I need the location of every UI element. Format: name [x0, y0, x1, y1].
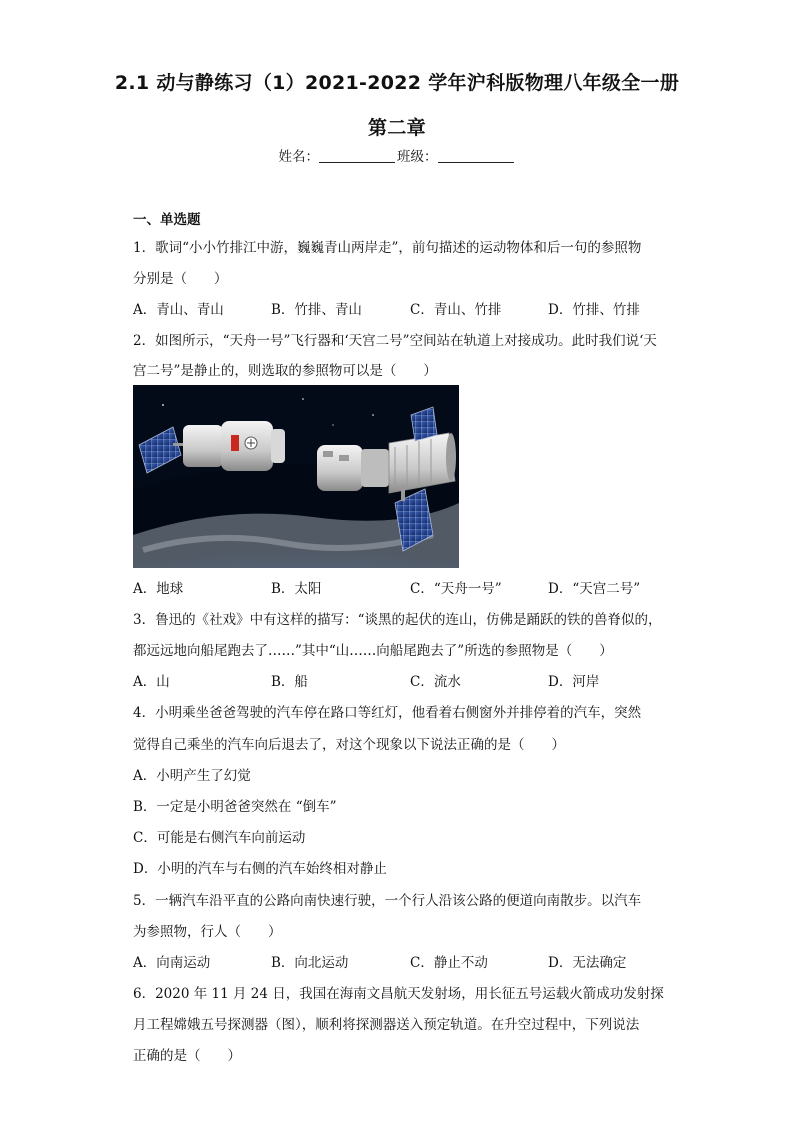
option-c[interactable]: C．静止不动: [410, 955, 488, 971]
question-4-option-c[interactable]: C．可能是右侧汽车向前运动: [133, 830, 306, 846]
student-info-line: [0, 145, 794, 165]
question-5-options: [133, 951, 673, 971]
question-4-line-1: 4．小明乘坐爸爸驾驶的汽车停在路口等红灯，他看着右侧窗外并排停着的汽车，突然: [133, 705, 642, 721]
chapter-title: 第二章: [368, 117, 426, 139]
name-label: 姓名：: [278, 149, 319, 165]
section-heading: 一、单选题: [133, 212, 201, 228]
option-a[interactable]: A．向南运动: [133, 955, 211, 971]
question-2-line-2: 宫二号”是静止的，则选取的参照物可以是（ ）: [133, 363, 437, 379]
question-1-line-1: 1．歌词“小小竹排江中游，巍巍青山两岸走”，前句描述的运动物体和后一句的参照物: [133, 240, 642, 256]
option-d[interactable]: D．“天宫二号”: [548, 581, 641, 597]
question-1-options: [133, 298, 673, 318]
option-d[interactable]: D．竹排、竹排: [548, 302, 640, 318]
question-5-line-1: 5．一辆汽车沿平直的公路向南快速行驶，一个行人沿该公路的便道向南散步。以汽车: [133, 893, 642, 909]
spacecraft-docking-figure: [133, 385, 459, 568]
option-a[interactable]: A．山: [133, 674, 170, 690]
question-3-line-2: 都远远地向船尾跑去了……”其中“山……向船尾跑去了”所选的参照物是（ ）: [133, 643, 613, 659]
question-6-line-2: 月工程嫦娥五号探测器（图），顺利将探测器送入预定轨道。在升空过程中，下列说法: [133, 1017, 640, 1033]
question-4-line-2: 觉得自己乘坐的汽车向后退去了，对这个现象以下说法正确的是（ ）: [133, 737, 565, 753]
name-blank[interactable]: [319, 148, 395, 163]
option-c[interactable]: C．“天舟一号”: [410, 581, 502, 597]
question-4-option-a[interactable]: A．小明产生了幻觉: [133, 768, 251, 784]
space-station-illustration: [133, 385, 459, 568]
option-b[interactable]: B．向北运动: [271, 955, 349, 971]
question-2-options: [133, 577, 673, 597]
option-d[interactable]: D．河岸: [548, 674, 600, 690]
class-blank[interactable]: [438, 148, 514, 163]
question-1-line-2: 分别是（ ）: [133, 271, 228, 287]
question-4-option-b[interactable]: B．一定是小明爸爸突然在 “倒车”: [133, 799, 337, 815]
question-3-options: [133, 670, 673, 690]
question-6-line-1: 6．2020 年 11 月 24 日，我国在海南文昌航天发射场，用长征五号运载火箭成功发射探: [133, 986, 664, 1002]
option-b[interactable]: B．竹排、青山: [271, 302, 362, 318]
question-2-line-1: 2．如图所示，“天舟一号”飞行器和‘天宫二号”空间站在轨道上对接成功。此时我们说‘天: [133, 333, 657, 349]
option-a[interactable]: A．地球: [133, 581, 184, 597]
question-6-line-3: 正确的是（ ）: [133, 1048, 241, 1064]
class-label: 班级：: [397, 149, 438, 165]
option-d[interactable]: D．无法确定: [548, 955, 627, 971]
worksheet-title: 2.1 动与静练习（1）2021-2022 学年沪科版物理八年级全一册: [114, 72, 680, 94]
option-b[interactable]: B．船: [271, 674, 308, 690]
question-4-option-d[interactable]: D．小明的汽车与右侧的汽车始终相对静止: [133, 861, 387, 877]
option-c[interactable]: C．青山、竹排: [410, 302, 502, 318]
option-b[interactable]: B．太阳: [271, 581, 322, 597]
option-a[interactable]: A．青山、青山: [133, 302, 224, 318]
question-5-line-2: 为参照物，行人（ ）: [133, 924, 282, 940]
question-3-line-1: 3．鲁迅的《社戏》中有这样的描写：“谈黑的起伏的连山，仿佛是踊跃的铁的兽脊似的，: [133, 612, 662, 628]
option-c[interactable]: C．流水: [410, 674, 461, 690]
